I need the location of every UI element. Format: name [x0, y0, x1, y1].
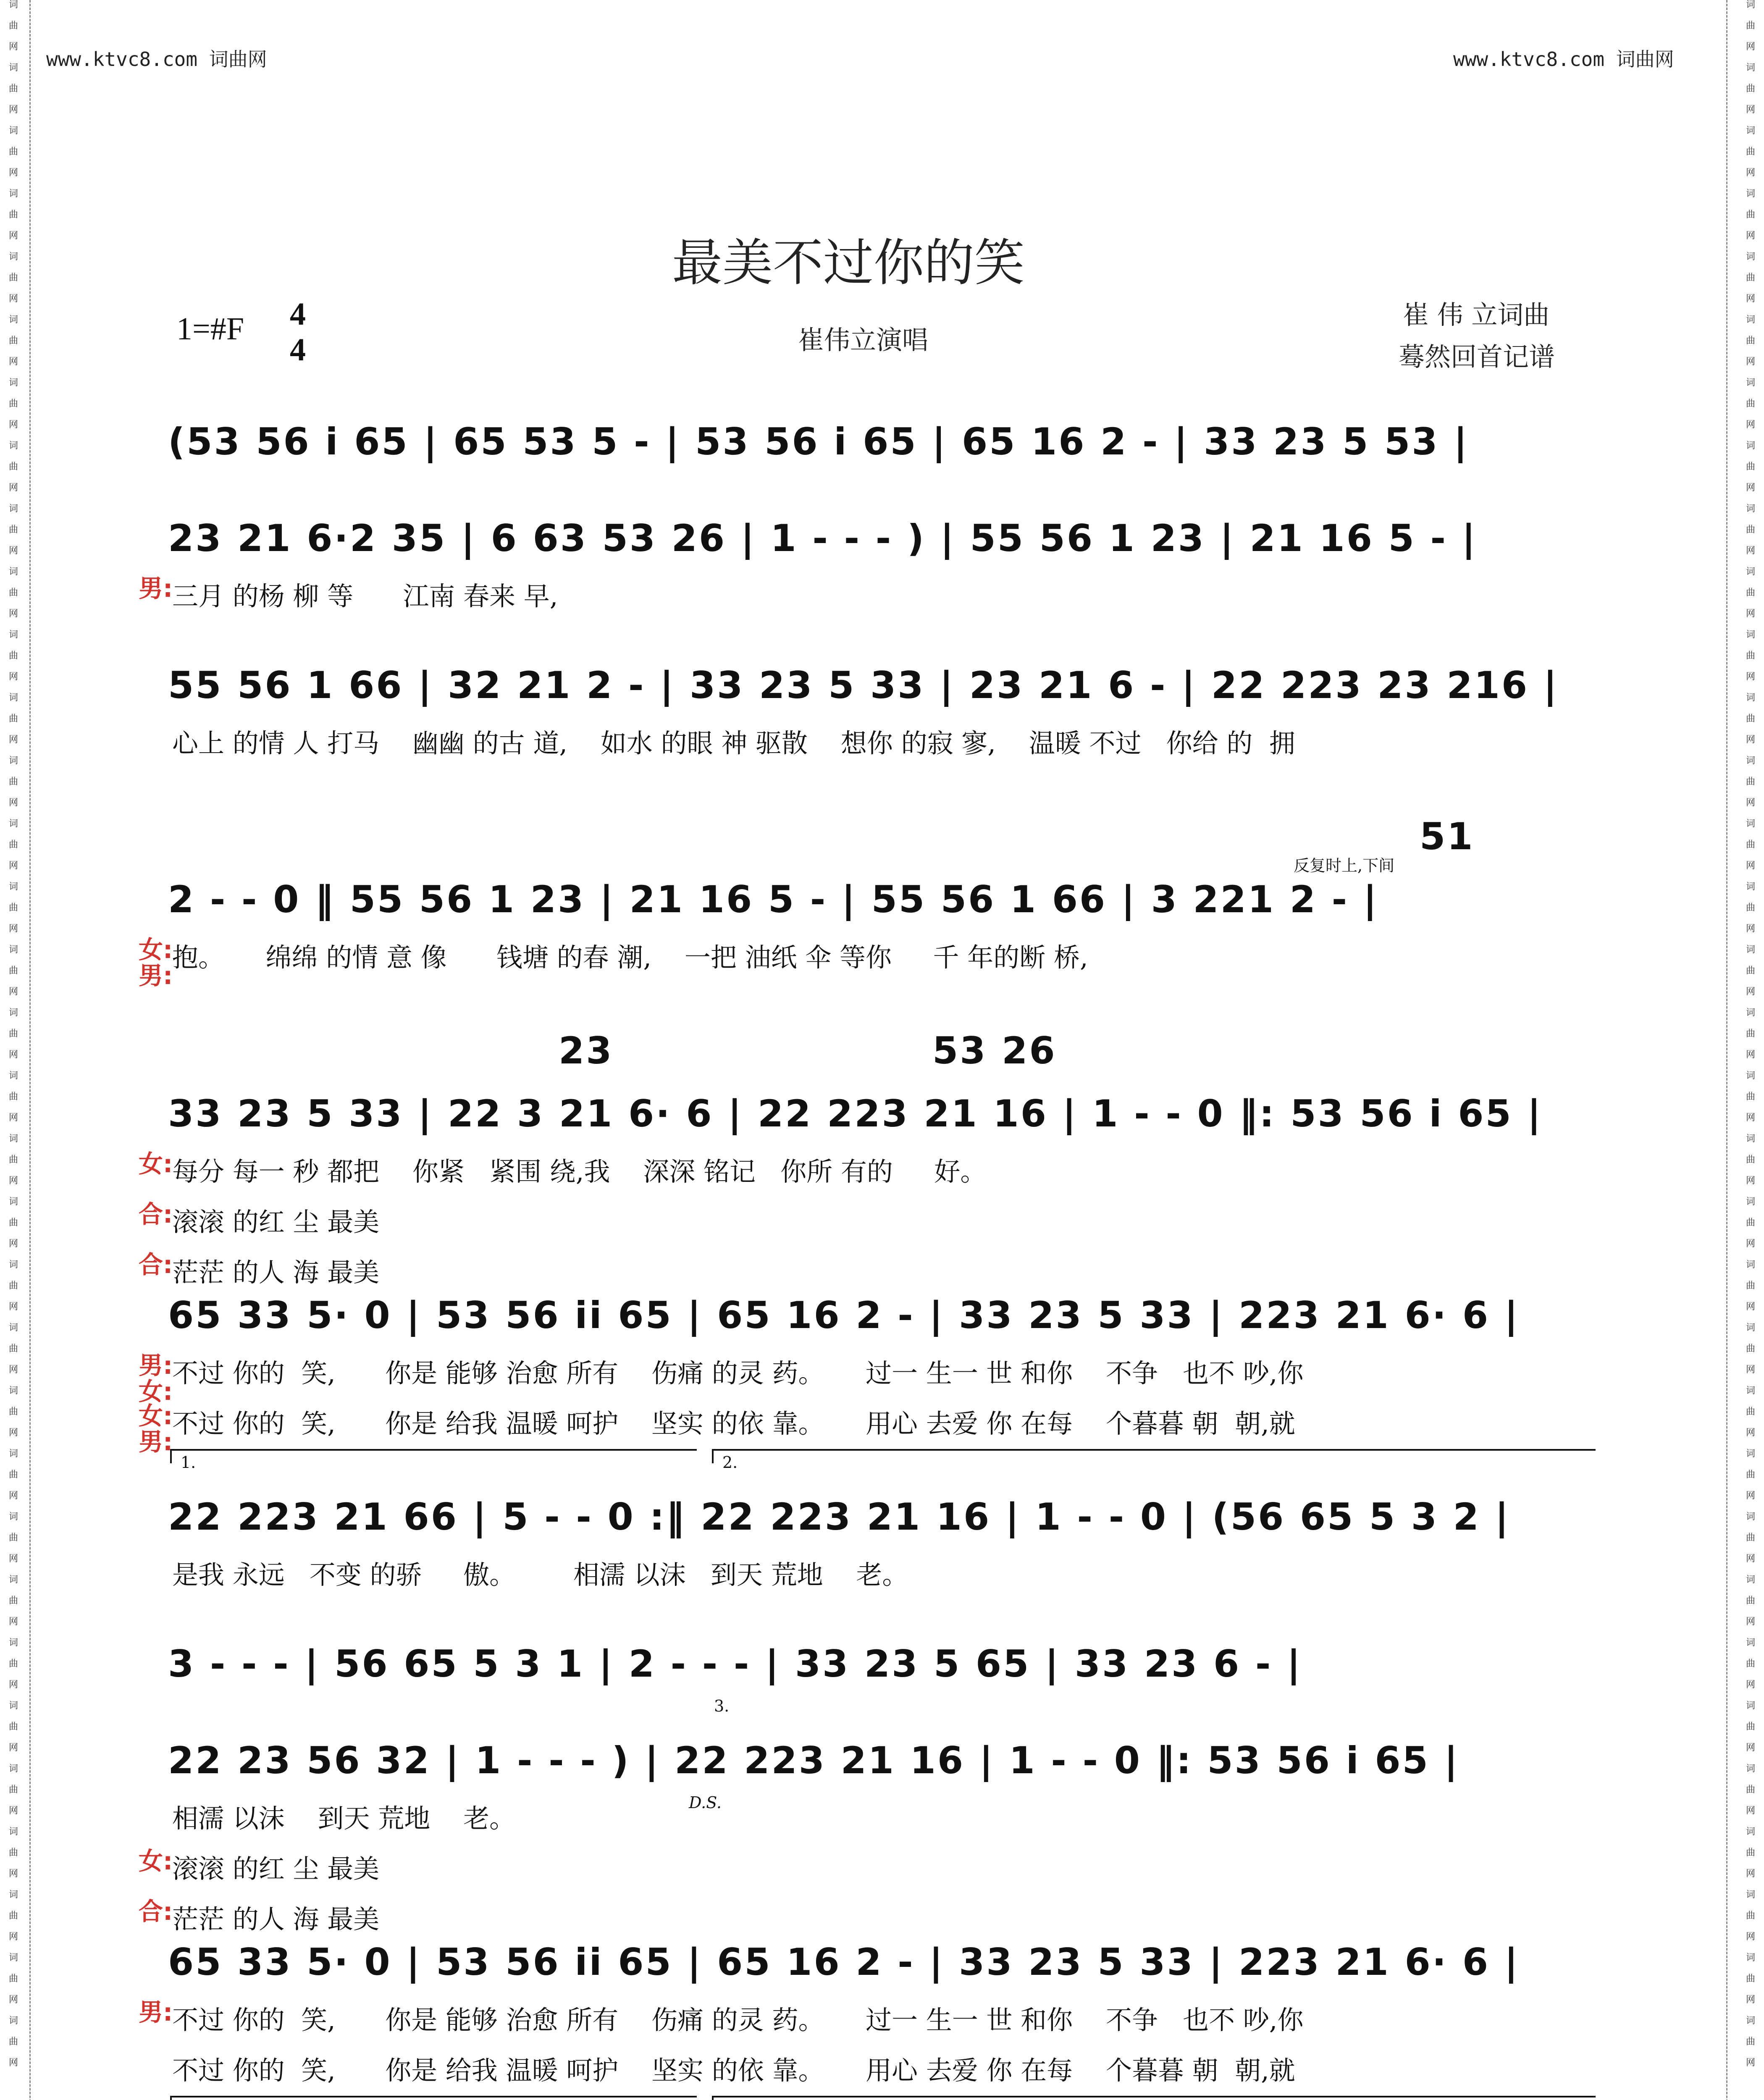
volta-bracket: [712, 2096, 1596, 2100]
side-mark-char: 网: [8, 483, 18, 493]
side-mark-char: 曲: [1746, 210, 1755, 220]
singer-role: 男: 女:: [139, 1351, 173, 1406]
side-mark-char: 曲: [8, 84, 18, 94]
side-mark-char: 词: [8, 945, 18, 955]
lyric-line: 茫茫 的人 海 最美: [172, 1257, 380, 1288]
lyric-line: 相濡 以沫 到天 荒地 老。: [172, 1803, 516, 1834]
volta-bracket: [712, 1449, 1596, 1463]
side-mark-char: 曲: [8, 1218, 18, 1228]
side-mark-char: 词: [8, 252, 18, 262]
notation-row: 3 - - - | 56 65 5 3 1 | 2 - - - | 33 23 5 65 | 33 23 6 - |: [168, 1642, 1302, 1685]
side-mark-char: 词: [1746, 567, 1755, 577]
singer-role: 女:: [139, 1150, 173, 1178]
side-mark-char: 网: [1746, 1554, 1755, 1564]
side-mark-char: 词: [1746, 1827, 1755, 1837]
time-signature-bottom: 4: [290, 332, 306, 368]
side-mark-char: 曲: [1746, 1470, 1755, 1480]
side-mark-char: 网: [8, 924, 18, 934]
side-mark-char: 词: [1746, 1638, 1755, 1648]
side-mark-char: 词: [1746, 1449, 1755, 1459]
side-mark-char: 词: [8, 441, 18, 451]
side-mark-char: 词: [8, 630, 18, 640]
side-mark-char: 网: [1746, 42, 1755, 52]
singer: 崔伟立演唱: [798, 325, 929, 355]
side-mark-char: 曲: [8, 1722, 18, 1732]
side-mark-char: 词: [8, 1701, 18, 1711]
singer-role: 男:: [139, 1998, 173, 2026]
side-mark-char: 曲: [1746, 966, 1755, 976]
side-mark-char: 词: [8, 693, 18, 703]
side-mark-char: 词: [1746, 1260, 1755, 1270]
side-mark-char: 网: [8, 1869, 18, 1879]
notation-row: 22 23 56 32 | 1 - - - ) | 22 223 21 16 | 1 - - 0 ‖: 53 56 i 65 |: [168, 1739, 1460, 1782]
side-mark-char: 曲: [8, 1281, 18, 1291]
side-mark-char: 词: [8, 1323, 18, 1333]
side-mark-char: 词: [8, 1953, 18, 1963]
side-mark-char: 词: [1746, 630, 1755, 640]
side-mark-char: 网: [1746, 294, 1755, 304]
singer-role: 男:: [139, 574, 173, 603]
header-site-right[interactable]: www.ktvc8.com 词曲网: [1453, 48, 1674, 71]
lyric-line: 滚滚 的红 尘 最美: [172, 1853, 380, 1884]
side-mark-char: 词: [1746, 945, 1755, 955]
side-mark-char: 网: [1746, 609, 1755, 619]
repeat-note: 反复时上,下间: [1294, 856, 1395, 875]
side-mark-char: 曲: [1746, 21, 1755, 31]
side-mark-char: 词: [1746, 504, 1755, 514]
side-mark-char: 词: [1746, 1197, 1755, 1207]
side-mark-char: 曲: [8, 1848, 18, 1858]
side-watermark-left: [5, 0, 22, 2100]
lyric-line: 心上 的情 人 打马 幽幽 的古 道, 如水 的眼 神 驱散 想你 的寂 寥, 温暖 不过 你给 的 拥: [172, 728, 1295, 759]
key-signature: 1=#F: [176, 311, 244, 346]
side-mark-char: 曲: [8, 1092, 18, 1102]
lyric-line: 三月 的杨 柳 等 江南 春来 早,: [172, 581, 558, 612]
side-mark-char: 网: [8, 1680, 18, 1690]
side-mark-char: 网: [8, 987, 18, 997]
side-mark-char: 曲: [8, 210, 18, 220]
lyric-line: 不过 你的 笑, 你是 能够 治愈 所有 伤痛 的灵 药。 过一 生一 世 和你 不争 也不 吵,你: [172, 2005, 1304, 2035]
side-mark-char: 词: [8, 126, 18, 136]
side-mark-char: 网: [1746, 546, 1755, 556]
side-mark-char: 曲: [8, 1974, 18, 1984]
side-mark-char: 曲: [8, 1659, 18, 1669]
side-mark-char: 曲: [8, 777, 18, 787]
side-mark-char: 曲: [1746, 336, 1755, 346]
volta-3: 3.: [714, 1697, 730, 1715]
header-site-left[interactable]: www.ktvc8.com 词曲网: [46, 48, 267, 71]
side-mark-char: 词: [1746, 378, 1755, 388]
side-mark-char: 网: [8, 1365, 18, 1375]
side-mark-char: 词: [1746, 189, 1755, 199]
side-mark-char: 网: [8, 168, 18, 178]
side-mark-char: 词: [1746, 1386, 1755, 1396]
side-mark-char: 网: [8, 357, 18, 367]
side-mark-char: 曲: [1746, 1722, 1755, 1732]
side-mark-char: 词: [1746, 1071, 1755, 1081]
side-mark-char: 网: [1746, 672, 1755, 682]
side-mark-char: 网: [1746, 1428, 1755, 1438]
side-mark-char: 词: [8, 819, 18, 829]
side-mark-char: 词: [8, 504, 18, 514]
side-mark-char: 网: [8, 1617, 18, 1627]
lyric-line: 茫茫 的人 海 最美: [172, 1904, 380, 1935]
side-mark-char: 网: [8, 546, 18, 556]
singer-role: 合:: [139, 1200, 173, 1228]
side-mark-char: 曲: [8, 462, 18, 472]
credit-transcriber: 蓦然回首记谱: [1399, 341, 1555, 372]
side-mark-char: 曲: [1746, 1281, 1755, 1291]
side-mark-char: 词: [8, 378, 18, 388]
lyric-line: 滚滚 的红 尘 最美: [172, 1207, 380, 1237]
side-mark-char: 曲: [8, 1911, 18, 1921]
credit-composer: 崔 伟 立词曲: [1403, 299, 1550, 330]
side-mark-char: 网: [8, 861, 18, 871]
notation-row: 65 33 5· 0 | 53 56 ii 65 | 65 16 2 - | 33 23 5 33 | 223 21 6· 6 |: [168, 1940, 1520, 1984]
side-mark-char: 词: [8, 1008, 18, 1018]
side-mark-char: 词: [8, 63, 18, 73]
lyric-line: 是我 永远 不变 的骄 傲。 相濡 以沫 到天 荒地 老。: [172, 1559, 908, 1590]
side-mark-char: 词: [1746, 1890, 1755, 1900]
side-mark-char: 曲: [1746, 840, 1755, 850]
side-mark-char: 网: [8, 42, 18, 52]
side-mark-char: 曲: [1746, 1029, 1755, 1039]
border-line-right: [1726, 0, 1727, 2100]
side-mark-char: 曲: [1746, 1344, 1755, 1354]
side-mark-char: 网: [1746, 735, 1755, 745]
volta-1: 1.: [181, 1453, 196, 1472]
side-mark-char: 词: [1746, 2016, 1755, 2026]
side-mark-char: 词: [8, 1827, 18, 1837]
dal-segno: D.S.: [689, 1793, 722, 1812]
side-mark-char: 曲: [8, 1785, 18, 1795]
side-mark-char: 曲: [1746, 84, 1755, 94]
volta-bracket: [170, 1449, 697, 1463]
notation-alt-above: 23: [559, 1029, 614, 1072]
side-mark-char: 词: [8, 1512, 18, 1522]
side-mark-char: 词: [1746, 1134, 1755, 1144]
side-mark-char: 词: [8, 1638, 18, 1648]
side-mark-char: 曲: [1746, 1218, 1755, 1228]
side-mark-char: 网: [8, 1743, 18, 1753]
side-mark-char: 网: [8, 1428, 18, 1438]
side-mark-char: 曲: [8, 966, 18, 976]
side-mark-char: 词: [1746, 1575, 1755, 1585]
side-mark-char: 曲: [1746, 777, 1755, 787]
side-mark-char: 网: [8, 1554, 18, 1564]
side-mark-char: 词: [1746, 819, 1755, 829]
side-mark-char: 曲: [8, 1407, 18, 1417]
side-mark-char: 词: [8, 756, 18, 766]
side-mark-char: 曲: [8, 2037, 18, 2047]
volta-bracket: [170, 2096, 697, 2100]
side-mark-char: 词: [1746, 1953, 1755, 1963]
side-mark-char: 曲: [8, 273, 18, 283]
side-mark-char: 曲: [8, 588, 18, 598]
notation-row: 33 23 5 33 | 22 3 21 6· 6 | 22 223 21 16 | 1 - - 0 ‖: 53 56 i 65 |: [168, 1092, 1543, 1135]
side-mark-char: 词: [8, 882, 18, 892]
side-mark-char: 网: [1746, 1743, 1755, 1753]
notation-alt-above: 53 26: [932, 1029, 1057, 1072]
side-mark-char: 曲: [1746, 1092, 1755, 1102]
side-mark-char: 网: [1746, 105, 1755, 115]
side-mark-char: 词: [8, 1890, 18, 1900]
side-mark-char: 词: [8, 1764, 18, 1774]
side-mark-char: 网: [8, 1176, 18, 1186]
notation-row: 23 21 6·2 35 | 6 63 53 26 | 1 - - - ) | 55 56 1 23 | 21 16 5 - |: [168, 517, 1477, 560]
side-mark-char: 曲: [1746, 588, 1755, 598]
lyric-line: 不过 你的 笑, 你是 给我 温暖 呵护 坚实 的依 靠。 用心 去爱 你 在每 个暮暮 朝 朝,就: [172, 1408, 1295, 1439]
side-mark-char: 网: [8, 1491, 18, 1501]
side-mark-char: 曲: [1746, 525, 1755, 535]
side-mark-char: 网: [1746, 420, 1755, 430]
side-mark-char: 网: [1746, 231, 1755, 241]
side-mark-char: 网: [1746, 1050, 1755, 1060]
side-mark-char: 词: [8, 1386, 18, 1396]
side-mark-char: 词: [1746, 756, 1755, 766]
side-mark-char: 词: [1746, 1512, 1755, 1522]
side-mark-char: 曲: [1746, 462, 1755, 472]
lyric-line: 每分 每一 秒 都把 你紧 紧围 绕,我 深深 铭记 你所 有的 好。: [172, 1156, 987, 1187]
side-mark-char: 曲: [1746, 714, 1755, 724]
side-mark-char: 词: [1746, 1764, 1755, 1774]
side-mark-char: 词: [1746, 315, 1755, 325]
notation-row: (53 56 i 65 | 65 53 5 - | 53 56 i 65 | 65 16 2 - | 33 23 5 53 |: [168, 420, 1469, 463]
page-title: 最美不过你的笑: [672, 234, 1025, 292]
time-signature-top: 4: [290, 297, 306, 332]
side-mark-char: 词: [8, 0, 18, 10]
side-mark-char: 曲: [8, 1596, 18, 1606]
side-mark-char: 网: [1746, 924, 1755, 934]
side-mark-char: 词: [1746, 441, 1755, 451]
side-mark-char: 网: [8, 1113, 18, 1123]
side-mark-char: 词: [8, 1071, 18, 1081]
side-mark-char: 网: [1746, 798, 1755, 808]
side-mark-char: 词: [1746, 1008, 1755, 1018]
side-mark-char: 网: [8, 420, 18, 430]
side-mark-char: 网: [8, 231, 18, 241]
side-mark-char: 网: [8, 798, 18, 808]
side-mark-char: 网: [1746, 1869, 1755, 1879]
side-mark-char: 曲: [1746, 1533, 1755, 1543]
singer-role: 合:: [139, 1250, 173, 1279]
lyric-line: 不过 你的 笑, 你是 给我 温暖 呵护 坚实 的依 靠。 用心 去爱 你 在每 个暮暮 朝 朝,就: [172, 2055, 1295, 2086]
side-mark-char: 网: [1746, 1491, 1755, 1501]
side-mark-char: 网: [1746, 1995, 1755, 2005]
notation-row: 22 223 21 66 | 5 - - 0 :‖ 22 223 21 16 | 1 - - 0 | (56 65 5 3 2 |: [168, 1495, 1510, 1538]
notation-row: 65 33 5· 0 | 53 56 ii 65 | 65 16 2 - | 33 23 5 33 | 223 21 6· 6 |: [168, 1294, 1520, 1337]
volta-2: 2.: [722, 1453, 738, 1472]
side-mark-char: 曲: [1746, 651, 1755, 661]
side-mark-char: 曲: [1746, 1911, 1755, 1921]
side-mark-char: 曲: [8, 1533, 18, 1543]
side-mark-char: 网: [8, 735, 18, 745]
side-mark-char: 曲: [8, 651, 18, 661]
side-mark-char: 词: [8, 189, 18, 199]
side-mark-char: 词: [8, 1449, 18, 1459]
singer-role: 女:: [139, 1847, 173, 1875]
notation-row: 2 - - 0 ‖ 55 56 1 23 | 21 16 5 - | 55 56 1 66 | 3 221 2 - |: [168, 878, 1378, 921]
side-mark-char: 曲: [1746, 147, 1755, 157]
side-mark-char: 词: [8, 1575, 18, 1585]
side-mark-char: 网: [1746, 357, 1755, 367]
border-line-left: [29, 0, 31, 2100]
side-mark-char: 网: [1746, 1176, 1755, 1186]
notation-row: 55 56 1 66 | 32 21 2 - | 33 23 5 33 | 23 21 6 - | 22 223 23 216 |: [168, 664, 1559, 707]
side-mark-char: 词: [1746, 126, 1755, 136]
side-mark-char: 曲: [8, 840, 18, 850]
side-mark-char: 曲: [8, 1155, 18, 1165]
side-mark-char: 词: [8, 567, 18, 577]
side-mark-char: 词: [8, 1197, 18, 1207]
side-mark-char: 曲: [1746, 1974, 1755, 1984]
side-mark-char: 网: [1746, 1932, 1755, 1942]
side-mark-char: 网: [8, 1932, 18, 1942]
side-mark-char: 网: [8, 105, 18, 115]
side-mark-char: 曲: [1746, 1407, 1755, 1417]
side-mark-char: 网: [1746, 1239, 1755, 1249]
side-mark-char: 网: [1746, 2058, 1755, 2068]
side-mark-char: 词: [1746, 63, 1755, 73]
side-mark-char: 曲: [1746, 1155, 1755, 1165]
side-mark-char: 曲: [1746, 903, 1755, 913]
side-mark-char: 词: [8, 1134, 18, 1144]
side-mark-char: 曲: [1746, 1659, 1755, 1669]
side-mark-char: 网: [1746, 483, 1755, 493]
side-mark-char: 网: [1746, 987, 1755, 997]
side-mark-char: 曲: [8, 1029, 18, 1039]
side-mark-char: 词: [1746, 1701, 1755, 1711]
side-mark-char: 曲: [1746, 273, 1755, 283]
side-mark-char: 曲: [8, 21, 18, 31]
side-mark-char: 网: [1746, 1617, 1755, 1627]
side-mark-char: 词: [1746, 0, 1755, 10]
side-mark-char: 曲: [8, 525, 18, 535]
side-mark-char: 网: [8, 672, 18, 682]
side-mark-char: 网: [1746, 1113, 1755, 1123]
side-mark-char: 网: [1746, 1302, 1755, 1312]
side-mark-char: 网: [8, 2058, 18, 2068]
side-mark-char: 网: [8, 294, 18, 304]
lyric-line: 抱。 绵绵 的情 意 像 钱塘 的春 潮, 一把 油纸 伞 等你 千 年的断 桥,: [172, 942, 1088, 973]
side-mark-char: 网: [1746, 1806, 1755, 1816]
side-mark-char: 词: [8, 315, 18, 325]
side-watermark-right: [1742, 0, 1759, 2100]
side-mark-char: 词: [1746, 882, 1755, 892]
side-mark-char: 曲: [8, 714, 18, 724]
side-mark-char: 曲: [1746, 399, 1755, 409]
side-mark-char: 网: [8, 1239, 18, 1249]
side-mark-char: 曲: [1746, 1596, 1755, 1606]
side-mark-char: 曲: [8, 147, 18, 157]
side-mark-char: 网: [1746, 1365, 1755, 1375]
side-mark-char: 曲: [1746, 1848, 1755, 1858]
side-mark-char: 词: [1746, 693, 1755, 703]
side-mark-char: 曲: [1746, 2037, 1755, 2047]
side-mark-char: 曲: [8, 903, 18, 913]
side-mark-char: 词: [1746, 1323, 1755, 1333]
side-mark-char: 网: [8, 1050, 18, 1060]
side-mark-char: 曲: [8, 1470, 18, 1480]
side-mark-char: 词: [1746, 252, 1755, 262]
side-mark-char: 曲: [8, 1344, 18, 1354]
side-mark-char: 网: [8, 1806, 18, 1816]
side-mark-char: 词: [8, 1260, 18, 1270]
side-mark-char: 网: [1746, 168, 1755, 178]
singer-role: 合:: [139, 1897, 173, 1926]
singer-role: 女: 男:: [139, 935, 173, 990]
side-mark-char: 网: [8, 1302, 18, 1312]
side-mark-char: 网: [1746, 1680, 1755, 1690]
side-mark-char: 网: [8, 609, 18, 619]
side-mark-char: 网: [1746, 861, 1755, 871]
singer-role: 女: 男:: [139, 1402, 173, 1456]
side-mark-char: 曲: [1746, 1785, 1755, 1795]
side-mark-char: 曲: [8, 399, 18, 409]
lyric-line: 不过 你的 笑, 你是 能够 治愈 所有 伤痛 的灵 药。 过一 生一 世 和你 不争 也不 吵,你: [172, 1358, 1304, 1389]
side-mark-char: 网: [8, 1995, 18, 2005]
side-mark-char: 曲: [8, 336, 18, 346]
side-mark-char: 词: [8, 2016, 18, 2026]
notation-alt-above: 51: [1420, 815, 1475, 858]
